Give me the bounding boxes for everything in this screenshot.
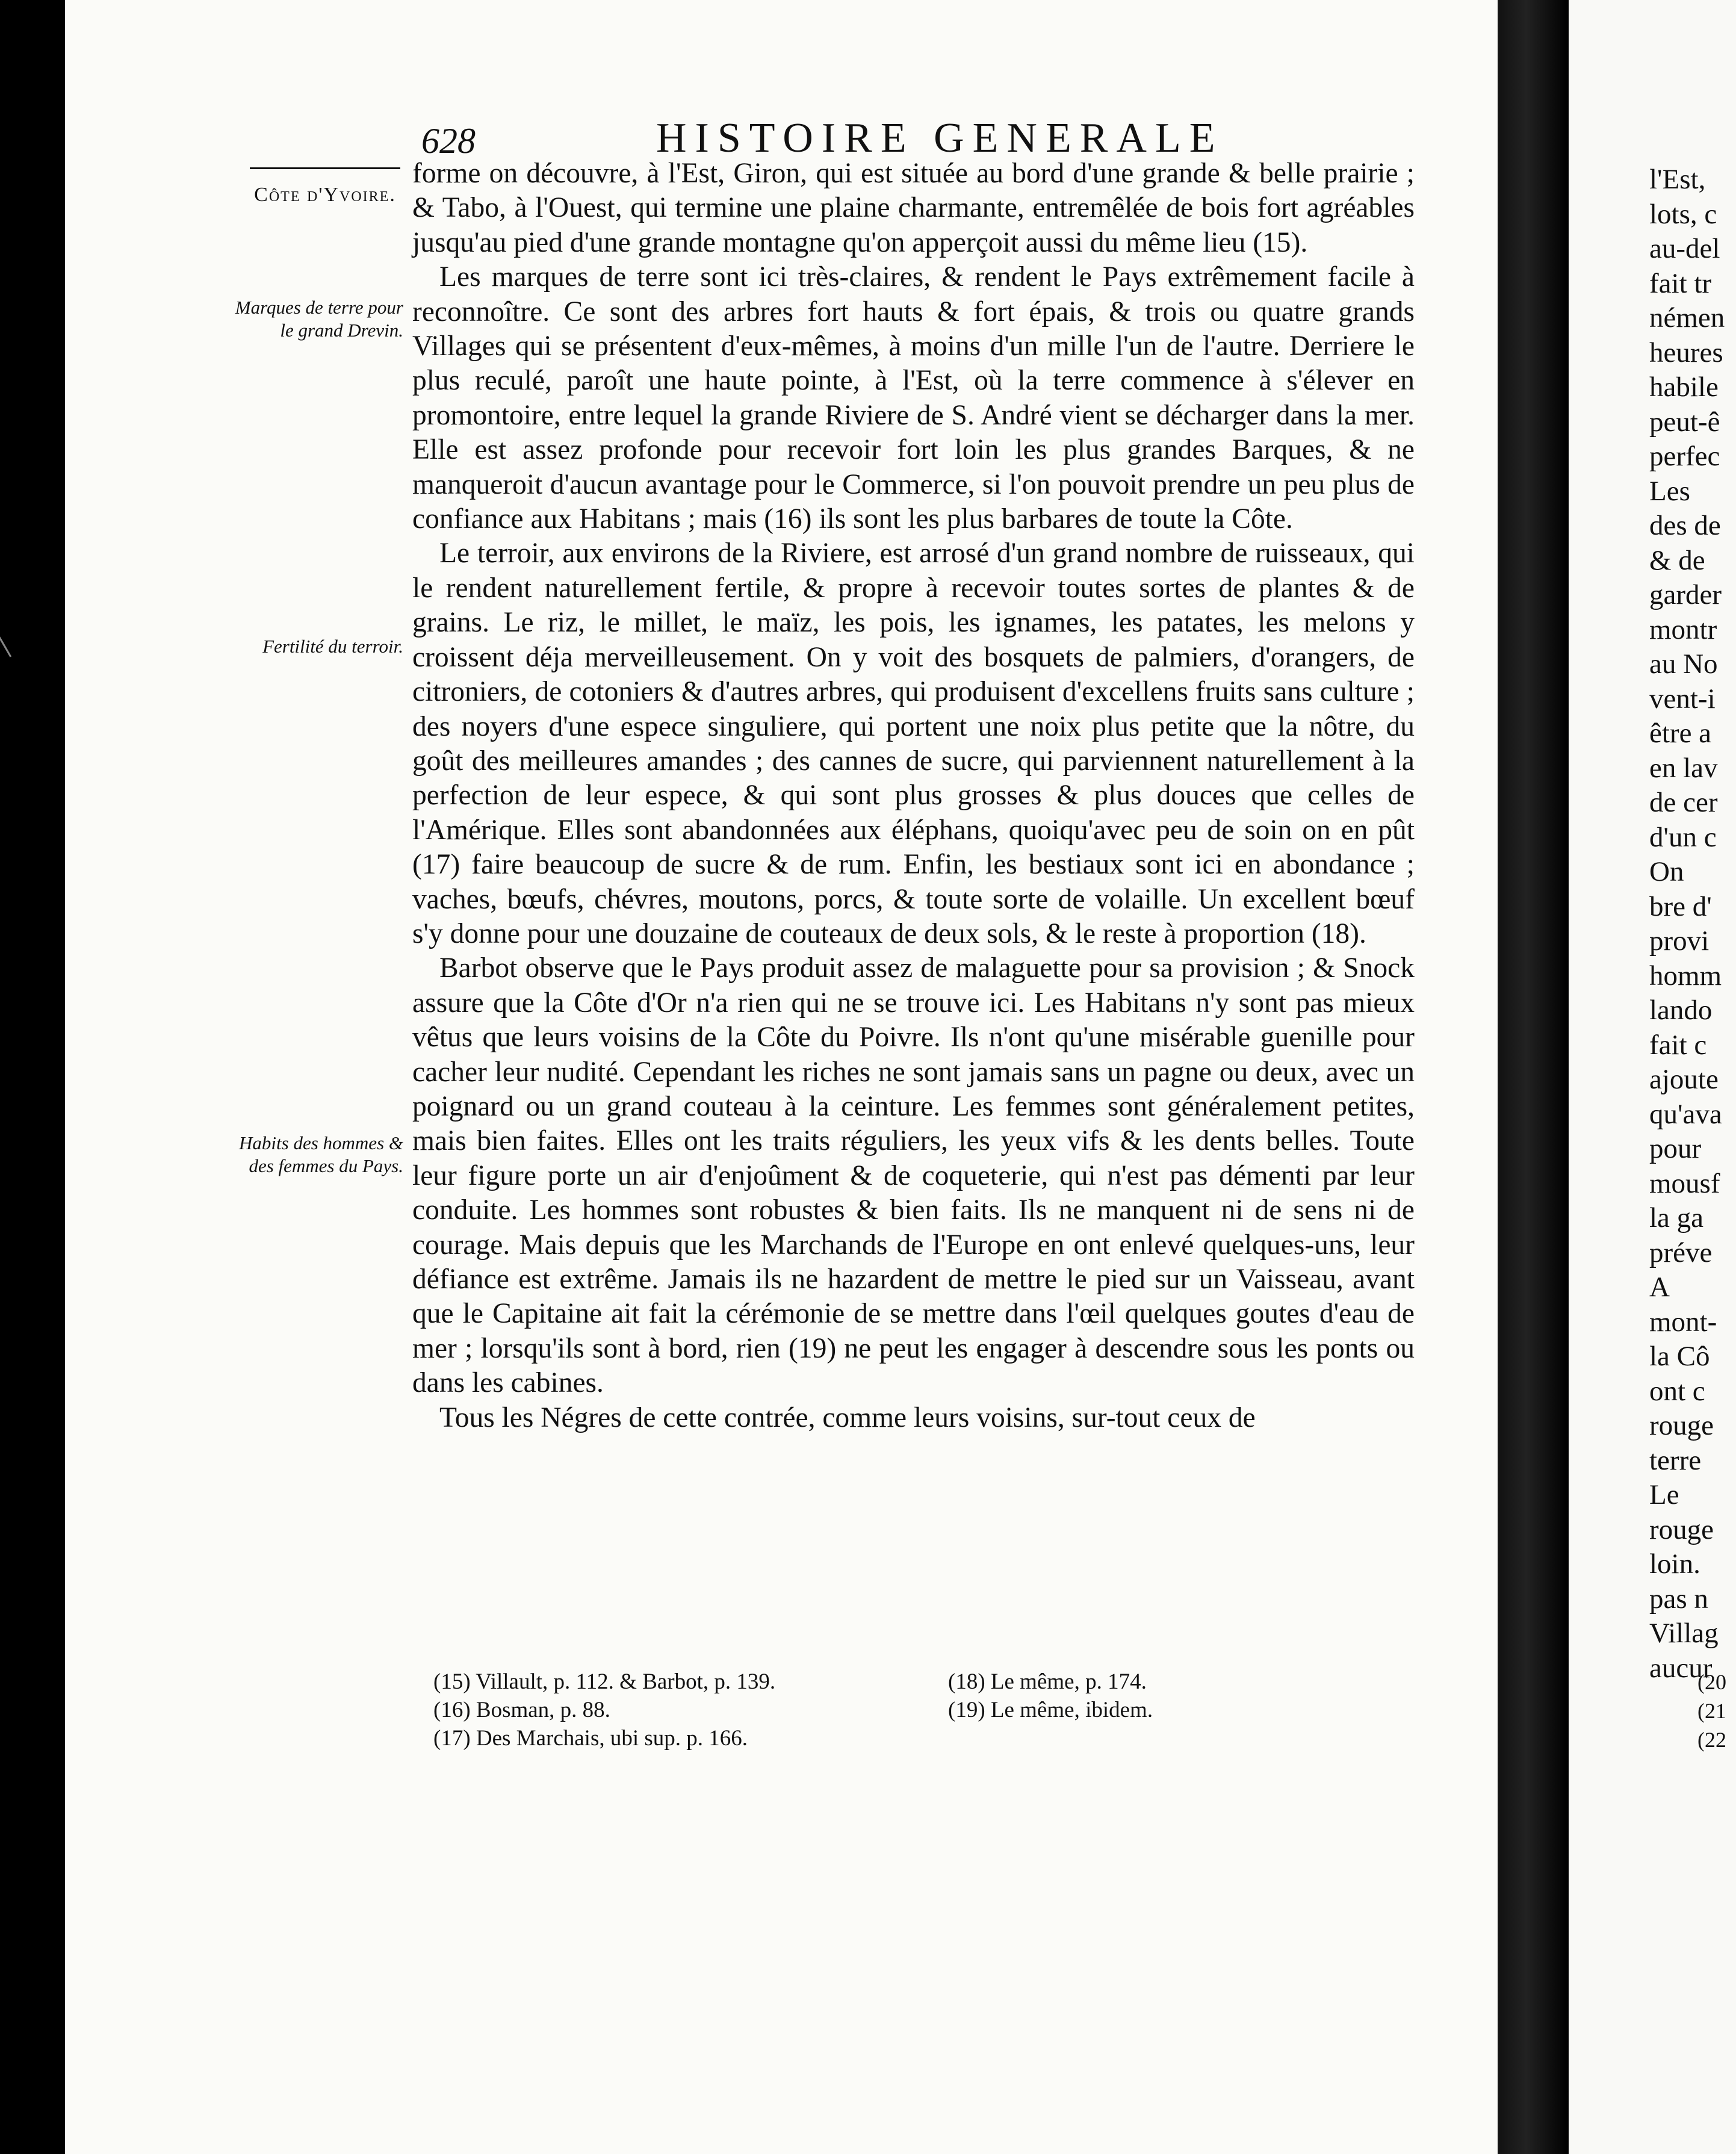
- facing-page-line: au-del: [1649, 233, 1720, 264]
- facing-page-line: préve: [1649, 1237, 1713, 1268]
- facing-page-line: aucur: [1649, 1652, 1713, 1684]
- paragraph: Tous les Négres de cette contrée, comme leurs voisins, sur-tout ceux de: [439, 1401, 1256, 1433]
- facing-page-line: terre: [1649, 1444, 1702, 1476]
- facing-page-line: loin.: [1649, 1548, 1700, 1580]
- footnote: (16) Bosman, p. 88.: [433, 1698, 610, 1722]
- facing-page-footnotes: [1697, 1668, 1736, 1754]
- side-note-fertilite: Fertilité du terroir.: [262, 636, 403, 657]
- facing-page-line: lando: [1649, 995, 1713, 1026]
- facing-page-line: pas n: [1649, 1583, 1708, 1615]
- footnote: (19) Le même, ibidem.: [948, 1698, 1153, 1722]
- facing-page-line: Villag: [1649, 1618, 1719, 1649]
- facing-page-line: pour: [1649, 1133, 1702, 1164]
- footnote: (15) Villault, p. 112. & Barbot, p. 139.: [433, 1669, 776, 1694]
- facing-page-line: perfec: [1649, 441, 1720, 472]
- facing-page-line: des de: [1649, 510, 1721, 541]
- facing-page-line: Le: [1649, 1479, 1679, 1510]
- facing-page-line: l'Est,: [1649, 164, 1706, 195]
- facing-page-line: vent-i: [1649, 683, 1716, 715]
- facing-page-line: provi: [1649, 925, 1710, 957]
- facing-page-line: fait tr: [1649, 267, 1712, 299]
- facing-page-footnote: (20: [1697, 1670, 1726, 1694]
- facing-page-line: & de: [1649, 544, 1705, 576]
- facing-page-line: ont c: [1649, 1375, 1705, 1407]
- footnote: (18) Le même, p. 174.: [948, 1669, 1147, 1694]
- facing-page-footnote: (21: [1697, 1699, 1726, 1723]
- paragraph: Les marques de terre sont ici très-claires, & rendent le Pays extrêmement facile à reconnoître. Ce sont des arbres fort hauts & fort épais, & trois ou quatre grands Villages qui se présentent d'eux-mêmes, à moins d'un mille l'un de l'autre. Derriere le plus reculé, paroît une haute pointe, à l'Est, où la terre commence à s'élever en promontoire, entre lequel la grande Riviere de S. André vient se décharger dans la mer. Elle est assez profonde pour recevoir fort loin les plus grandes Barques, & ne manqueroit d'aucun avantage pour le Commerce, si l'on pouvoit prendre un peu plus de confiance aux Habitans ; mais (16) ils sont les plus barbares de toute la Côte.: [412, 261, 1415, 535]
- facing-page-line: mont-: [1649, 1306, 1717, 1338]
- facing-page-line: On: [1649, 856, 1684, 887]
- section-rule: [250, 167, 400, 169]
- paragraph: Le terroir, aux environs de la Riviere, est arrosé d'un grand nombre de ruisseaux, qui le rendent naturellement fertile, & propre à recevoir toutes sortes de plantes & de grains. Le riz, le millet, le maïz, les pois, les ignames, les patates, les melons y croissent déja merveilleusement. On y voit des bosquets de palmiers, d'orangers, de citroniers, de cotoniers & d'autres arbres, qui produisent d'excellens fruits sans culture ; des noyers d'une espece singuliere, qui portent une noix plus petite que la nôtre, du goût des meilleures amandes ; des cannes de sucre, qui parviennent naturellement à la perfection de leur espece, & qui sont plus grosses & plus douces que celles de l'Amérique. Elles sont abandonnées aux éléphans, quoiqu'avec peu de soin on en pût (17) faire beaucoup de sucre & de rum. Enfin, les bestiaux sont ici en abondance ; vaches, bœufs, chévres, moutons, porcs, & toute sorte de volaille. Un excellent bœuf s'y donne pour une douzaine de couteaux de deux sols, & le reste à proportion (18).: [412, 538, 1415, 949]
- side-note-habits: Habits des hommes & des femmes du Pays.: [239, 1132, 403, 1176]
- facing-page-line: au No: [1649, 648, 1718, 680]
- facing-page-text: [1649, 163, 1736, 1686]
- facing-page-line: fait c: [1649, 1029, 1707, 1061]
- facing-page-line: némen: [1649, 302, 1725, 334]
- facing-page-line: de cer: [1649, 787, 1718, 818]
- footnotes-left: [433, 1668, 951, 1752]
- page-number: 628: [421, 121, 476, 161]
- facing-page-line: en lav: [1649, 752, 1718, 784]
- facing-page-line: la Cô: [1649, 1341, 1710, 1372]
- facing-page-line: habile: [1649, 371, 1719, 403]
- footnotes: [433, 1668, 1409, 1776]
- facing-page-line: montr: [1649, 613, 1717, 645]
- margin-mark: [0, 619, 22, 657]
- facing-page-line: heures: [1649, 337, 1723, 368]
- book-gutter: [1498, 0, 1569, 2154]
- body-text: [412, 157, 1415, 1435]
- paragraph: Barbot observe que le Pays produit assez de malaguette pour sa provision ; & Snock assure que la Côte d'Or n'a rien qui ne se trouve ici. Les Habitans n'y sont pas mieux vêtus que leurs voisins de la Côte du Poivre. Ils n'ont qu'une misérable guenille pour cacher leur nudité. Cependant les riches ne sont jamais sans un pagne ou deux, avec un poignard ou un grand couteau à la ceinture. Les femmes sont généralement petites, mais bien faites. Elles ont les traits réguliers, les yeux vifs & les dents belles. Toute leur figure porte un air d'enjoûment & de coqueterie, qui n'est pas démenti par leur conduite. Les hommes sont robustes & bien faits. Ils ne manquent ni de sens ni de courage. Mais depuis que les Marchands de l'Europe en ont enlevé quelques-uns, leur défiance est extrême. Jamais ils ne hazardent de mettre le pied sur un Vaisseau, avant que le Capitaine ait fait la cérémonie de se mettre dans l'œil quelques goutes d'eau de mer ; lorsqu'ils sont à bord, rien (19) ne peut les engager à descendre sous les ponts ou dans les cabines.: [412, 952, 1415, 1399]
- facing-page-line: garder: [1649, 579, 1722, 610]
- facing-page-line: rouge: [1649, 1513, 1714, 1545]
- section-marker: Côte d'Yvoire.: [254, 184, 396, 206]
- footnote: (17) Des Marchais, ubi sup. p. 166.: [433, 1726, 748, 1751]
- facing-page-line: peut-ê: [1649, 406, 1720, 438]
- facing-page-line: A: [1649, 1271, 1670, 1303]
- facing-page-line: rouge: [1649, 1410, 1714, 1441]
- footnotes-right: [948, 1668, 1369, 1724]
- facing-page-line: qu'ava: [1649, 1098, 1722, 1130]
- side-note-marques: Marques de terre pour le grand Drevin.: [235, 297, 403, 341]
- facing-page-line: lots, c: [1649, 198, 1717, 230]
- paragraph: forme on découvre, à l'Est, Giron, qui est située au bord d'une grande & belle prairie ; & Tabo, à l'Ouest, qui termine une plaine charmante, entremêlée de bois fort agréables jusqu'au pied d'une grande montagne qu'on apperçoit aussi du même lieu (15).: [412, 158, 1415, 258]
- running-title: HISTOIRE GENERALE: [656, 115, 1224, 161]
- facing-page: [1569, 0, 1736, 2154]
- facing-page-line: Les: [1649, 475, 1690, 507]
- facing-page-line: ajoute: [1649, 1064, 1719, 1095]
- facing-page-line: être a: [1649, 718, 1712, 749]
- facing-page-footnote: (22: [1697, 1728, 1726, 1752]
- facing-page-line: la ga: [1649, 1202, 1704, 1234]
- facing-page-line: mousf: [1649, 1167, 1720, 1199]
- facing-page-line: homm: [1649, 960, 1722, 992]
- facing-page-line: bre d': [1649, 890, 1712, 922]
- facing-page-line: d'un c: [1649, 821, 1717, 853]
